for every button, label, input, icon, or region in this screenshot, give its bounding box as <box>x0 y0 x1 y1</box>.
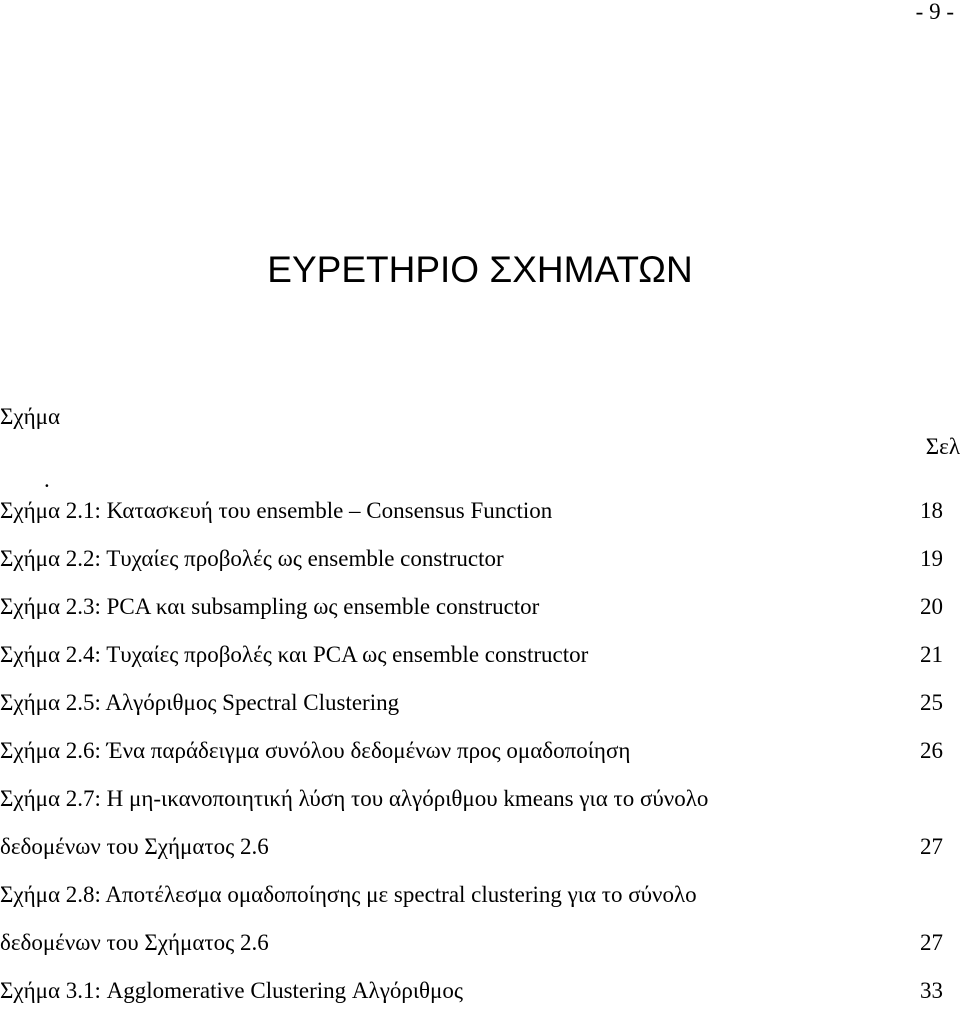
toc-entry-line <box>0 689 960 737</box>
toc-entry <box>0 689 960 737</box>
toc-entry-caption: Σχήμα 2.6: Ένα παράδειγμα συνόλου δεδομένων προς ομαδοποίηση <box>0 738 631 763</box>
toc-entry <box>0 497 960 545</box>
toc-entry <box>0 545 960 593</box>
toc-entry-page-number: 19 <box>920 546 943 571</box>
toc-entry-line <box>0 545 960 593</box>
figure-index-list <box>0 497 960 1025</box>
toc-entry <box>0 641 960 689</box>
toc-entry-page-number: 21 <box>920 642 943 667</box>
stray-dot: . <box>44 467 50 492</box>
toc-entry-page-number: 25 <box>920 690 943 715</box>
toc-entry-line <box>0 929 960 977</box>
toc-entry-page-number: 27 <box>920 834 943 859</box>
toc-entry-caption: Σχήμα 2.4: Τυχαίες προβολές και PCA ως ensemble constructor <box>0 642 589 667</box>
toc-entry-caption: Σχήμα 2.2: Τυχαίες προβολές ως ensemble constructor <box>0 546 504 571</box>
toc-entry <box>0 737 960 785</box>
toc-entry-caption: Σχήμα 2.1: Κατασκευή του ensemble – Consensus Function <box>0 498 553 523</box>
toc-entry-line <box>0 737 960 785</box>
toc-entry-caption: Σχήμα 2.7: Η μη-ικανοποιητική λύση του αλγόριθμου kmeans για το σύνολο <box>0 786 709 811</box>
toc-entry <box>0 785 960 881</box>
toc-entry <box>0 881 960 977</box>
toc-entry-line <box>0 641 960 689</box>
toc-entry-page-number: 26 <box>920 738 943 763</box>
page-number: - 9 - <box>915 0 954 24</box>
toc-entry-line <box>0 881 960 929</box>
column-header-figure: Σχήμα <box>0 404 61 429</box>
toc-entry-caption: Σχήμα 3.1: Agglomerative Clustering Αλγόριθμος <box>0 978 463 1003</box>
toc-entry <box>0 977 960 1025</box>
toc-entry-line <box>0 977 960 1025</box>
toc-entry-line <box>0 785 960 833</box>
toc-entry-caption: Σχήμα 2.8: Αποτέλεσμα ομαδοποίησης με spectral clustering για το σύνολο <box>0 882 697 907</box>
page-title: ΕΥΡΕΤΗΡΙΟ ΣΧΗΜΑΤΩΝ <box>267 249 693 290</box>
toc-entry-page-number: 20 <box>920 594 943 619</box>
toc-entry-caption: δεδομένων του Σχήματος 2.6 <box>0 834 269 859</box>
toc-entry-page-number: 27 <box>920 930 943 955</box>
toc-entry-caption: δεδομένων του Σχήματος 2.6 <box>0 930 269 955</box>
toc-entry-page-number: 33 <box>920 978 943 1003</box>
toc-entry-caption: Σχήμα 2.3: PCA και subsampling ως ensemble constructor <box>0 594 540 619</box>
toc-entry <box>0 593 960 641</box>
toc-entry-caption: Σχήμα 2.5: Αλγόριθμος Spectral Clustering <box>0 690 400 715</box>
column-header-page: Σελ <box>925 434 960 459</box>
toc-entry-line <box>0 593 960 641</box>
toc-entry-line <box>0 497 960 545</box>
toc-entry-page-number: 18 <box>920 498 943 523</box>
toc-entry-line <box>0 833 960 881</box>
